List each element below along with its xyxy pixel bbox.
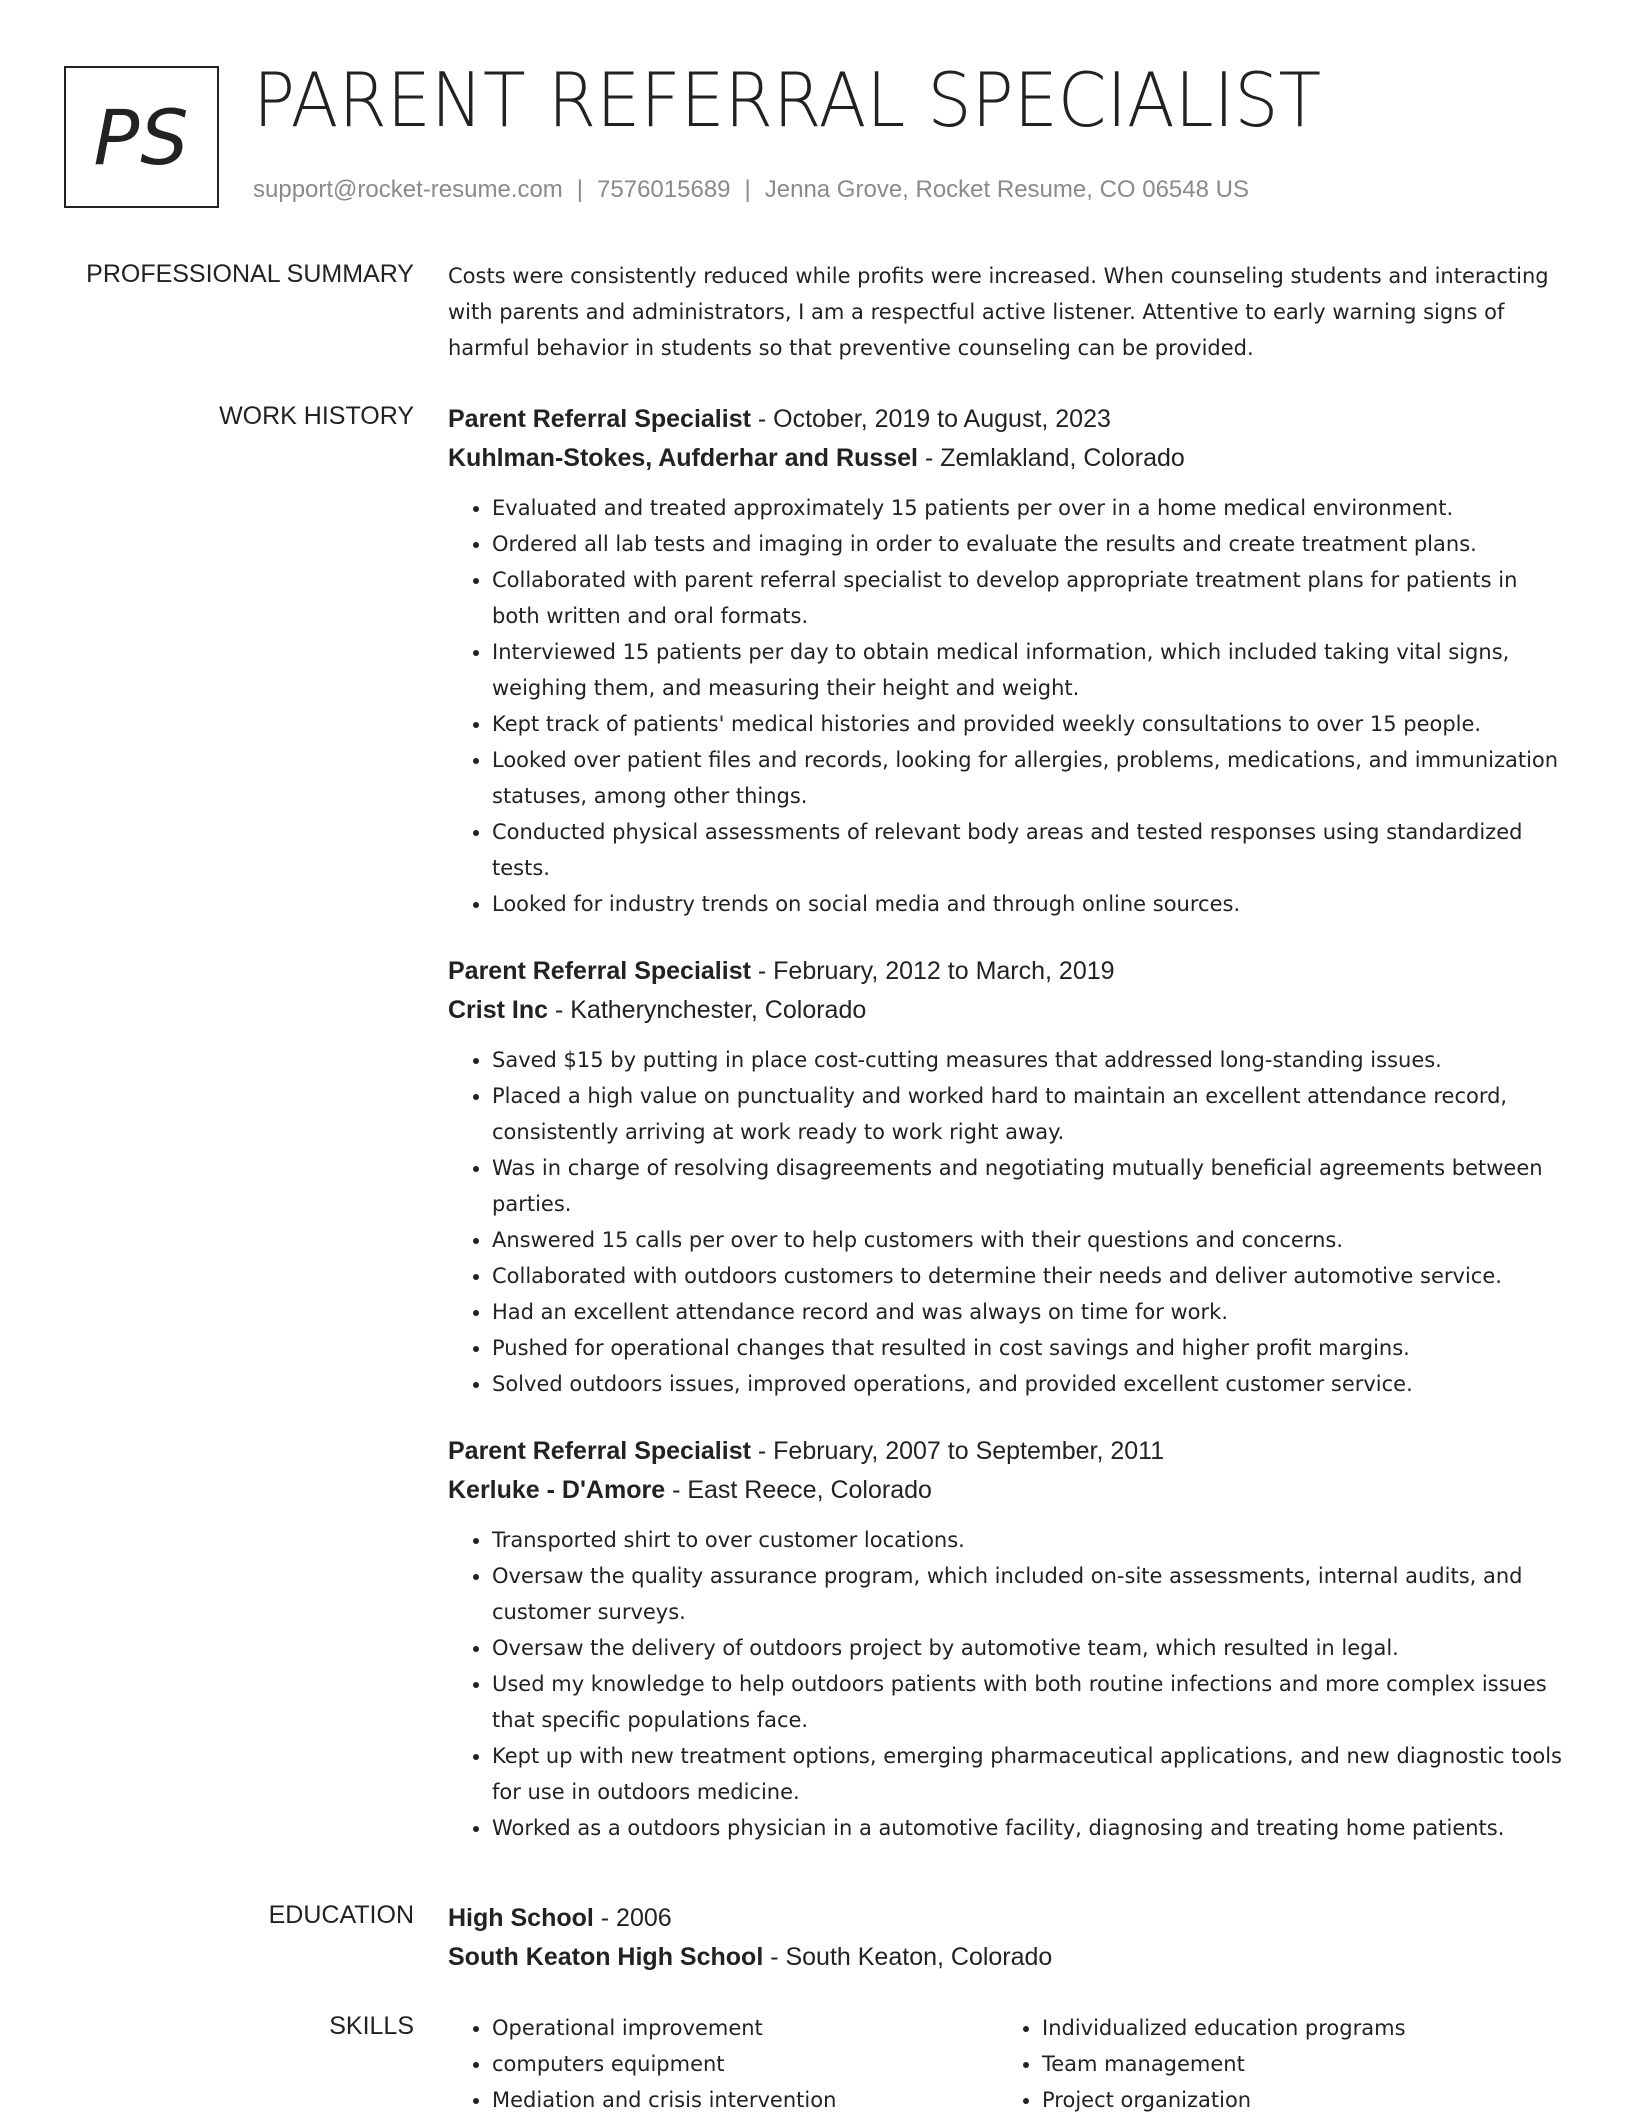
contact-phone[interactable]: 7576015689	[597, 176, 731, 203]
job-bullet: • Saved $15 by putting in place cost-cutting measures that addressed long-standing issues.	[492, 1042, 1568, 1078]
job-title-line	[448, 1432, 1568, 1471]
job-entry	[448, 400, 1568, 922]
job-bullet: • Answered 15 calls per over to help customers with their questions and concerns.	[492, 1222, 1568, 1258]
job-bullet: • Ordered all lab tests and imaging in order to evaluate the results and create treatment plans.	[492, 526, 1568, 562]
job-bullet: • Oversaw the quality assurance program, which included on-site assessments, internal audits, and customer surveys.	[492, 1558, 1568, 1630]
job-bullet: • Kept up with new treatment options, emerging pharmaceutical applications, and new diagnostic tools for use in outdoors medicine.	[492, 1738, 1568, 1810]
job-title: Parent Referral Specialist	[448, 1437, 751, 1465]
job-bullet: • Conducted physical assessments of relevant body areas and tested responses using standardized tests.	[492, 814, 1568, 886]
jobs-list	[448, 400, 1568, 1876]
job-entry	[448, 952, 1568, 1402]
skill-item: • Operational improvement	[492, 2010, 998, 2046]
contact-separator: |	[744, 176, 751, 203]
contact-email[interactable]: support@rocket-resume.com	[253, 176, 563, 203]
job-company-line	[448, 1471, 1568, 1510]
job-bullet: • Pushed for operational changes that resulted in cost savings and higher profit margins.	[492, 1330, 1568, 1366]
job-location: - East Reece, Colorado	[665, 1476, 932, 1504]
job-company: Kerluke - D'Amore	[448, 1476, 666, 1504]
job-location: - Katherynchester, Colorado	[548, 996, 867, 1024]
job-dates: - February, 2007 to September, 2011	[750, 1437, 1165, 1465]
job-entry	[448, 1432, 1568, 1846]
degree-line	[448, 1899, 1568, 1938]
skill-item: • Project organization	[1042, 2082, 1548, 2118]
section-label: PROFESSIONAL SUMMARY	[86, 260, 414, 288]
monogram-logo: PS	[64, 66, 219, 208]
job-bullet: • Solved outdoors issues, improved operations, and provided excellent customer service.	[492, 1366, 1568, 1402]
skills-grid	[448, 2010, 1568, 2118]
section-label: EDUCATION	[268, 1901, 414, 1929]
job-bullets	[448, 1522, 1568, 1846]
job-company: Crist Inc	[448, 996, 549, 1024]
job-bullets	[448, 1042, 1568, 1402]
section-body	[448, 1899, 1568, 1977]
job-title: Parent Referral Specialist	[448, 405, 751, 433]
degree-name: High School	[448, 1904, 594, 1932]
skills-column-left	[448, 2010, 998, 2118]
job-dates: - October, 2019 to August, 2023	[750, 405, 1111, 433]
school-line	[448, 1938, 1568, 1977]
job-dates: - February, 2012 to March, 2019	[750, 957, 1115, 985]
summary-text: Costs were consistently reduced while profits were increased. When counseling students and interacting with parents and administrators, I am a respectful active listener. Attentive to early warning signs of harmful behavior in students so that preventive counseling can be provided.	[448, 264, 1549, 360]
job-bullet: • Collaborated with parent referral specialist to develop appropriate treatment plans for patients in both written and oral formats.	[492, 562, 1568, 634]
skill-item: • Individualized education programs	[1042, 2010, 1548, 2046]
skill-item: • Mediation and crisis intervention	[492, 2082, 998, 2118]
section-body	[448, 258, 1568, 366]
job-bullet: • Evaluated and treated approximately 15 patients per over in a home medical environment.	[492, 490, 1568, 526]
job-bullet: • Interviewed 15 patients per day to obtain medical information, which included taking vital signs, weighing them, and measuring their height and weight.	[492, 634, 1568, 706]
job-bullet: • Kept track of patients' medical histories and provided weekly consultations to over 15 people.	[492, 706, 1568, 742]
section-label: SKILLS	[329, 2012, 414, 2040]
section-body	[448, 2010, 1568, 2118]
degree-year: - 2006	[593, 1904, 672, 1932]
job-company-line	[448, 439, 1568, 478]
job-bullet: • Placed a high value on punctuality and worked hard to maintain an excellent attendance record, consistently arriving at work ready to work right away.	[492, 1078, 1568, 1150]
job-company: Kuhlman-Stokes, Aufderhar and Russel	[448, 444, 918, 472]
contact-line	[253, 176, 1249, 204]
job-title-line	[448, 952, 1568, 991]
job-bullet: • Was in charge of resolving disagreements and negotiating mutually beneficial agreements between parties.	[492, 1150, 1568, 1222]
job-bullet: • Looked over patient files and records, looking for allergies, problems, medications, and immunization statuses, among other things.	[492, 742, 1568, 814]
job-bullet: • Used my knowledge to help outdoors patients with both routine infections and more complex issues that specific populations face.	[492, 1666, 1568, 1738]
section-label: WORK HISTORY	[219, 402, 414, 430]
job-bullet: • Had an excellent attendance record and was always on time for work.	[492, 1294, 1568, 1330]
contact-address: Jenna Grove, Rocket Resume, CO 06548 US	[764, 176, 1249, 203]
job-company-line	[448, 991, 1568, 1030]
job-bullets	[448, 490, 1568, 922]
job-bullet: • Looked for industry trends on social media and through online sources.	[492, 886, 1568, 922]
skill-item: • computers equipment	[492, 2046, 998, 2082]
skill-item: • Team management	[1042, 2046, 1548, 2082]
school-location: - South Keaton, Colorado	[763, 1943, 1053, 1971]
job-title: Parent Referral Specialist	[448, 957, 751, 985]
job-bullet: • Transported shirt to over customer locations.	[492, 1522, 1568, 1558]
contact-separator: |	[576, 176, 584, 203]
job-location: - Zemlakland, Colorado	[918, 444, 1185, 472]
school-name: South Keaton High School	[448, 1943, 764, 1971]
job-bullet: • Oversaw the delivery of outdoors project by automotive team, which resulted in legal.	[492, 1630, 1568, 1666]
page-title: PARENT REFERRAL SPECIALIST	[253, 56, 1322, 144]
job-title-line	[448, 400, 1568, 439]
job-bullet: • Collaborated with outdoors customers to determine their needs and deliver automotive service.	[492, 1258, 1568, 1294]
skills-column-right	[998, 2010, 1548, 2118]
job-bullet: • Worked as a outdoors physician in a automotive facility, diagnosing and treating home patients.	[492, 1810, 1568, 1846]
